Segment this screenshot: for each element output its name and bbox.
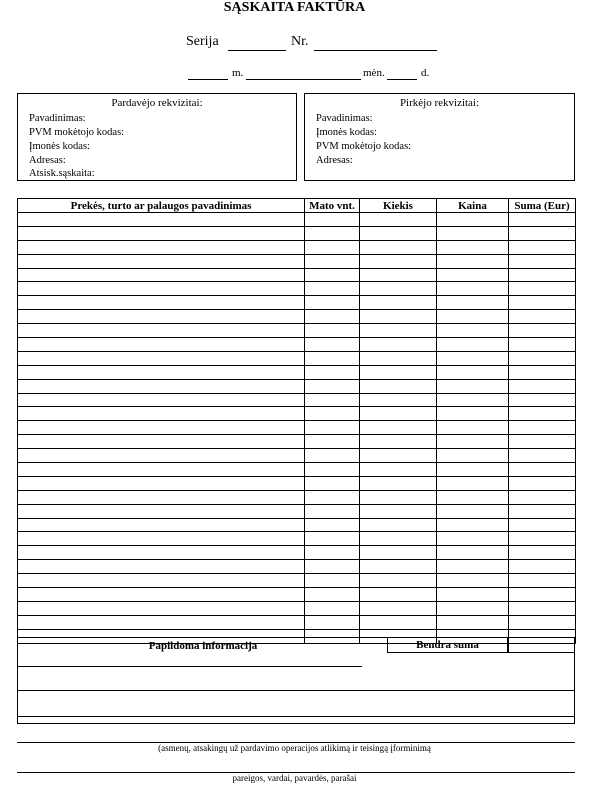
- table-cell[interactable]: [509, 449, 576, 463]
- signature-caption-1: (asmenų, atsakingų už pardavimo operacijos atlikimą ir teisingą įforminimą: [158, 743, 431, 753]
- table-row: [18, 407, 576, 421]
- table-cell[interactable]: [437, 574, 509, 588]
- table-cell[interactable]: [509, 490, 576, 504]
- table-row: [18, 532, 576, 546]
- seller-field: Adresas:: [29, 155, 66, 166]
- table-row: [18, 393, 576, 407]
- table-cell[interactable]: [509, 588, 576, 602]
- table-cell[interactable]: [360, 601, 437, 615]
- total-label: Bendra suma: [387, 637, 508, 653]
- table-cell[interactable]: [437, 476, 509, 490]
- buyer-field: Pavadinimas:: [316, 113, 373, 124]
- table-cell[interactable]: [305, 213, 360, 227]
- table-cell[interactable]: [509, 240, 576, 254]
- table-cell[interactable]: [18, 254, 305, 268]
- table-cell[interactable]: [18, 490, 305, 504]
- table-cell[interactable]: [18, 310, 305, 324]
- signature-caption-2: pareigos, vardai, pavardės, parašai: [232, 773, 357, 783]
- table-row: [18, 463, 576, 477]
- additional-info-line[interactable]: [18, 716, 574, 717]
- table-cell[interactable]: [305, 588, 360, 602]
- table-cell[interactable]: [437, 546, 509, 560]
- table-cell[interactable]: [509, 226, 576, 240]
- column-header-item: Prekės, turto ar palaugos pavadinimas: [18, 199, 305, 213]
- month-label: mėn.: [363, 67, 385, 79]
- table-row: [18, 588, 576, 602]
- table-cell[interactable]: [360, 560, 437, 574]
- table-cell[interactable]: [437, 518, 509, 532]
- seller-field: Įmonės kodas:: [29, 141, 90, 152]
- table-cell[interactable]: [360, 310, 437, 324]
- table-cell[interactable]: [360, 421, 437, 435]
- additional-info-line[interactable]: [18, 690, 574, 691]
- table-row: [18, 476, 576, 490]
- month-field[interactable]: [246, 79, 361, 80]
- table-cell[interactable]: [305, 476, 360, 490]
- table-cell[interactable]: [509, 351, 576, 365]
- table-cell[interactable]: [18, 463, 305, 477]
- table-cell[interactable]: [509, 504, 576, 518]
- table-row: [18, 615, 576, 629]
- table-cell[interactable]: [509, 365, 576, 379]
- table-cell[interactable]: [437, 310, 509, 324]
- day-label: d.: [421, 67, 430, 79]
- table-cell[interactable]: [360, 574, 437, 588]
- table-cell[interactable]: [18, 365, 305, 379]
- table-cell[interactable]: [437, 393, 509, 407]
- table-cell[interactable]: [305, 407, 360, 421]
- table-cell[interactable]: [437, 504, 509, 518]
- table-cell[interactable]: [305, 490, 360, 504]
- table-cell[interactable]: [509, 421, 576, 435]
- table-cell[interactable]: [360, 393, 437, 407]
- table-cell[interactable]: [509, 324, 576, 338]
- table-row: [18, 213, 576, 227]
- table-cell[interactable]: [305, 532, 360, 546]
- table-cell[interactable]: [437, 421, 509, 435]
- table-cell[interactable]: [509, 476, 576, 490]
- table-cell[interactable]: [360, 296, 437, 310]
- table-cell[interactable]: [509, 435, 576, 449]
- table-cell[interactable]: [18, 213, 305, 227]
- table-cell[interactable]: [18, 449, 305, 463]
- table-cell[interactable]: [437, 407, 509, 421]
- table-row: [18, 490, 576, 504]
- table-cell[interactable]: [305, 463, 360, 477]
- additional-info-label: Papildoma informacija: [148, 640, 258, 652]
- table-cell[interactable]: [360, 449, 437, 463]
- table-cell[interactable]: [18, 588, 305, 602]
- table-cell[interactable]: [305, 393, 360, 407]
- table-cell[interactable]: [18, 615, 305, 629]
- table-cell[interactable]: [437, 588, 509, 602]
- table-cell[interactable]: [437, 338, 509, 352]
- table-cell[interactable]: [305, 365, 360, 379]
- column-header-quantity: Kiekis: [360, 199, 437, 213]
- table-cell[interactable]: [305, 240, 360, 254]
- table-cell[interactable]: [509, 407, 576, 421]
- table-cell[interactable]: [18, 518, 305, 532]
- buyer-field: Įmonės kodas:: [316, 127, 377, 138]
- column-header-unit: Mato vnt.: [305, 199, 360, 213]
- buyer-field: PVM mokėtojo kodas:: [316, 141, 412, 152]
- table-row: [18, 338, 576, 352]
- table-row: [18, 504, 576, 518]
- seller-details-box: [17, 93, 297, 181]
- series-label: Serija: [186, 34, 219, 49]
- table-cell[interactable]: [509, 463, 576, 477]
- day-field[interactable]: [387, 79, 417, 80]
- table-cell[interactable]: [437, 463, 509, 477]
- table-cell[interactable]: [437, 351, 509, 365]
- table-cell[interactable]: [305, 560, 360, 574]
- table-cell[interactable]: [305, 254, 360, 268]
- table-cell[interactable]: [18, 601, 305, 615]
- table-cell[interactable]: [18, 393, 305, 407]
- table-cell[interactable]: [305, 338, 360, 352]
- total-amount-field[interactable]: [508, 637, 575, 653]
- table-cell[interactable]: [360, 435, 437, 449]
- buyer-field: Adresas:: [316, 155, 353, 166]
- table-cell[interactable]: [509, 532, 576, 546]
- number-label: Nr.: [291, 34, 309, 49]
- column-header-sum: Suma (Eur): [509, 199, 576, 213]
- table-cell[interactable]: [437, 560, 509, 574]
- table-cell[interactable]: [360, 504, 437, 518]
- table-cell[interactable]: [509, 338, 576, 352]
- table-row: [18, 296, 576, 310]
- table-cell[interactable]: [437, 615, 509, 629]
- table-cell[interactable]: [437, 532, 509, 546]
- table-cell[interactable]: [18, 435, 305, 449]
- table-row: [18, 449, 576, 463]
- table-cell[interactable]: [360, 213, 437, 227]
- table-row: [18, 240, 576, 254]
- table-row: [18, 560, 576, 574]
- table-cell[interactable]: [18, 574, 305, 588]
- table-cell[interactable]: [509, 296, 576, 310]
- table-cell[interactable]: [305, 268, 360, 282]
- table-row: [18, 435, 576, 449]
- year-field[interactable]: [188, 79, 228, 80]
- table-cell[interactable]: [305, 518, 360, 532]
- table-cell[interactable]: [360, 407, 437, 421]
- table-cell[interactable]: [18, 546, 305, 560]
- table-cell[interactable]: [509, 601, 576, 615]
- table-cell[interactable]: [360, 615, 437, 629]
- table-cell[interactable]: [509, 574, 576, 588]
- table-cell[interactable]: [305, 601, 360, 615]
- number-field[interactable]: [314, 50, 437, 51]
- year-label: m.: [232, 67, 244, 79]
- table-row: [18, 601, 576, 615]
- table-cell[interactable]: [305, 310, 360, 324]
- table-row: [18, 324, 576, 338]
- table-cell[interactable]: [437, 435, 509, 449]
- table-cell[interactable]: [18, 324, 305, 338]
- table-cell[interactable]: [360, 338, 437, 352]
- table-cell[interactable]: [305, 226, 360, 240]
- table-cell[interactable]: [18, 379, 305, 393]
- table-cell[interactable]: [437, 254, 509, 268]
- table-cell[interactable]: [305, 449, 360, 463]
- buyer-heading: Pirkėjo rekvizitai:: [399, 97, 480, 109]
- table-cell[interactable]: [305, 351, 360, 365]
- column-header-price: Kaina: [437, 199, 509, 213]
- table-cell[interactable]: [18, 476, 305, 490]
- table-cell[interactable]: [437, 601, 509, 615]
- table-cell[interactable]: [305, 296, 360, 310]
- table-cell[interactable]: [437, 282, 509, 296]
- table-cell[interactable]: [305, 574, 360, 588]
- seller-field: Pavadinimas:: [29, 113, 86, 124]
- table-cell[interactable]: [360, 588, 437, 602]
- table-cell[interactable]: [360, 282, 437, 296]
- table-cell[interactable]: [437, 240, 509, 254]
- table-cell[interactable]: [509, 615, 576, 629]
- table-cell[interactable]: [360, 254, 437, 268]
- table-cell[interactable]: [509, 393, 576, 407]
- table-cell[interactable]: [18, 268, 305, 282]
- table-cell[interactable]: [437, 449, 509, 463]
- table-row: [18, 421, 576, 435]
- table-cell[interactable]: [360, 476, 437, 490]
- table-cell[interactable]: [437, 490, 509, 504]
- table-cell[interactable]: [360, 268, 437, 282]
- document-title: SĄSKAITA FAKTŪRA: [223, 0, 366, 15]
- table-row: [18, 310, 576, 324]
- table-cell[interactable]: [360, 518, 437, 532]
- table-cell[interactable]: [18, 226, 305, 240]
- table-cell[interactable]: [437, 365, 509, 379]
- additional-info-box: [17, 637, 575, 724]
- table-cell[interactable]: [509, 560, 576, 574]
- table-cell[interactable]: [437, 296, 509, 310]
- table-cell[interactable]: [18, 351, 305, 365]
- table-cell[interactable]: [509, 254, 576, 268]
- table-cell[interactable]: [360, 324, 437, 338]
- seller-heading: Pardavėjo rekvizitai:: [111, 97, 203, 109]
- table-cell[interactable]: [509, 546, 576, 560]
- table-cell[interactable]: [509, 282, 576, 296]
- table-cell[interactable]: [437, 226, 509, 240]
- table-cell[interactable]: [305, 421, 360, 435]
- table-cell[interactable]: [509, 310, 576, 324]
- table-cell[interactable]: [18, 560, 305, 574]
- table-cell[interactable]: [509, 518, 576, 532]
- table-row: [18, 546, 576, 560]
- table-cell[interactable]: [18, 296, 305, 310]
- table-cell[interactable]: [360, 379, 437, 393]
- table-row: [18, 518, 576, 532]
- table-cell[interactable]: [18, 338, 305, 352]
- table-header-row: [18, 199, 576, 213]
- table-cell[interactable]: [509, 213, 576, 227]
- table-cell[interactable]: [437, 268, 509, 282]
- table-row: [18, 254, 576, 268]
- table-cell[interactable]: [18, 407, 305, 421]
- seller-field: Atsisk.sąskaita:: [29, 168, 95, 179]
- table-cell[interactable]: [509, 268, 576, 282]
- table-cell[interactable]: [305, 282, 360, 296]
- buyer-details-box: [304, 93, 575, 181]
- table-cell[interactable]: [509, 379, 576, 393]
- table-cell[interactable]: [305, 324, 360, 338]
- table-cell[interactable]: [18, 240, 305, 254]
- table-cell[interactable]: [360, 546, 437, 560]
- table-cell[interactable]: [18, 421, 305, 435]
- table-cell[interactable]: [360, 490, 437, 504]
- table-cell[interactable]: [305, 615, 360, 629]
- table-row: [18, 351, 576, 365]
- table-cell[interactable]: [437, 379, 509, 393]
- table-cell[interactable]: [360, 365, 437, 379]
- seller-field: PVM mokėtojo kodas:: [29, 127, 125, 138]
- table-cell[interactable]: [18, 504, 305, 518]
- table-cell[interactable]: [305, 379, 360, 393]
- table-row: [18, 268, 576, 282]
- table-row: [18, 379, 576, 393]
- table-cell[interactable]: [360, 351, 437, 365]
- table-row: [18, 365, 576, 379]
- table-cell[interactable]: [360, 226, 437, 240]
- table-cell[interactable]: [437, 213, 509, 227]
- additional-info-line[interactable]: [18, 666, 362, 667]
- series-field[interactable]: [228, 50, 286, 51]
- table-cell[interactable]: [437, 324, 509, 338]
- table-cell[interactable]: [360, 463, 437, 477]
- table-cell[interactable]: [305, 504, 360, 518]
- table-cell[interactable]: [305, 435, 360, 449]
- table-cell[interactable]: [360, 532, 437, 546]
- items-table: [17, 198, 576, 644]
- table-cell[interactable]: [305, 546, 360, 560]
- table-row: [18, 282, 576, 296]
- table-row: [18, 226, 576, 240]
- table-cell[interactable]: [18, 532, 305, 546]
- table-cell[interactable]: [360, 240, 437, 254]
- table-row: [18, 574, 576, 588]
- table-cell[interactable]: [18, 282, 305, 296]
